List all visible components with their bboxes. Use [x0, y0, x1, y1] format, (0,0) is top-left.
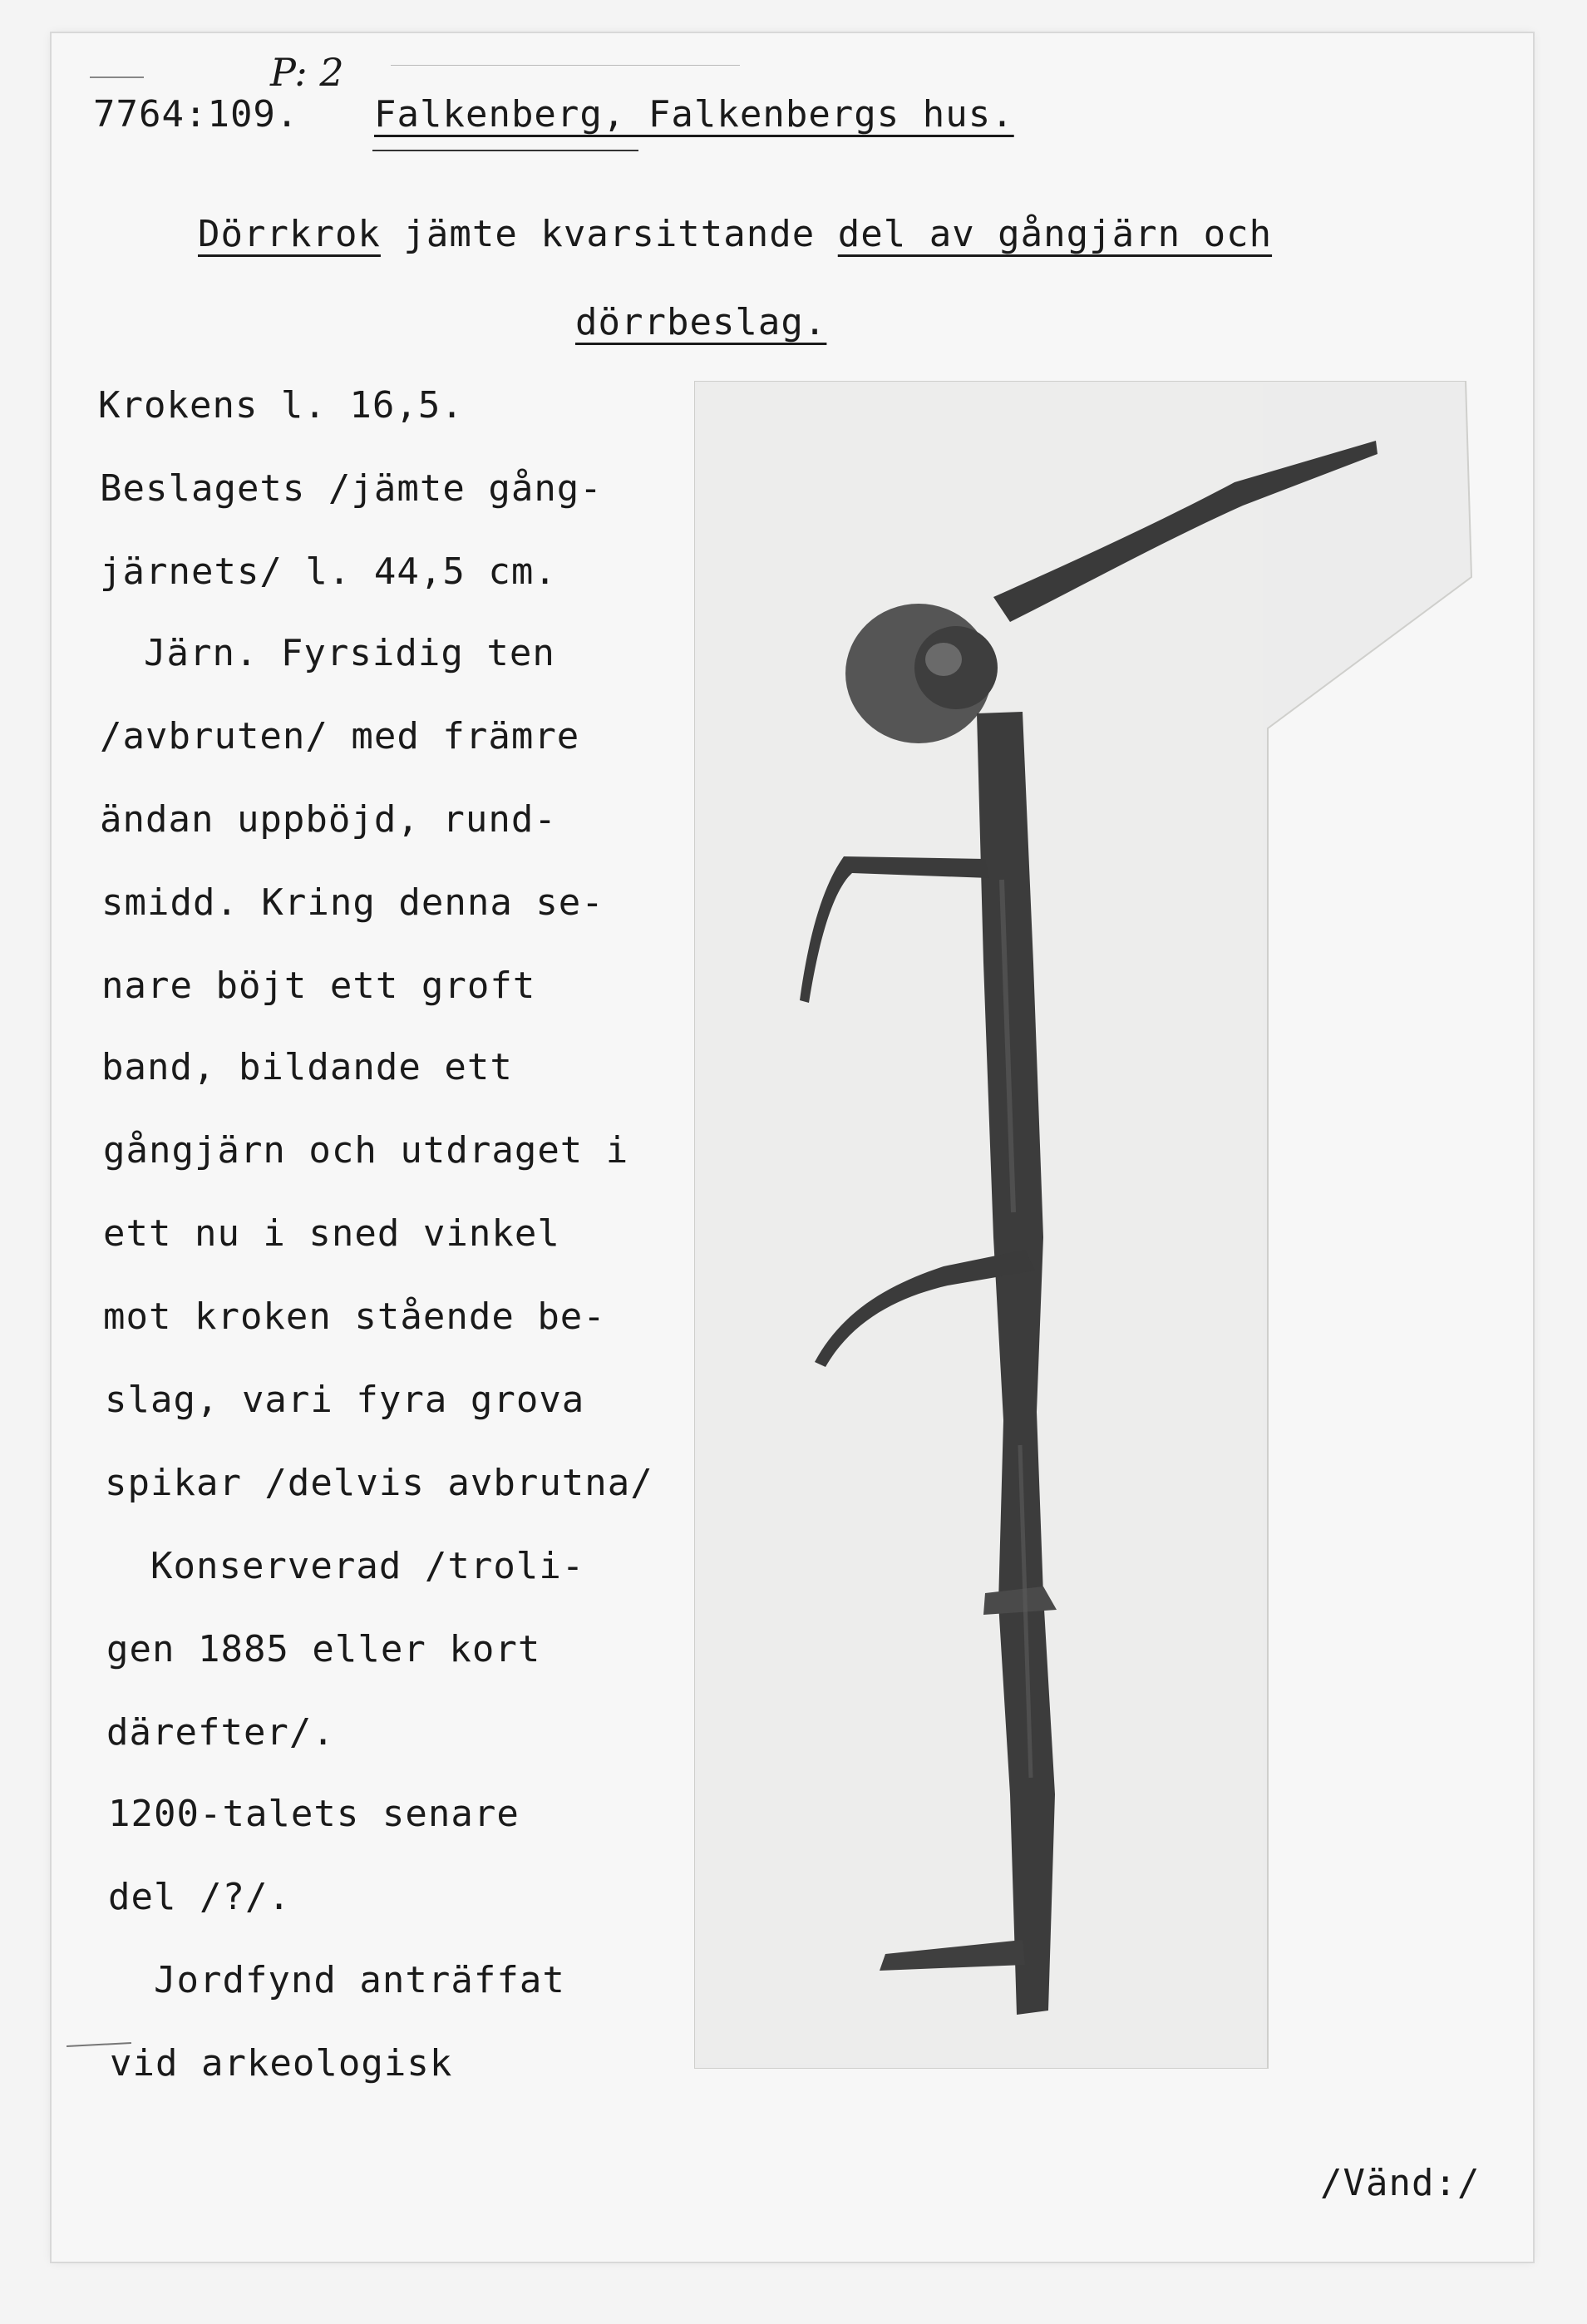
desc-line: smidd. Kring denna se-	[101, 881, 604, 924]
desc-line: 1200-talets senare	[108, 1793, 520, 1835]
turn-over-note: /Vänd:/	[1320, 2162, 1481, 2204]
desc-line: gångjärn och utdraget i	[103, 1129, 629, 1172]
desc-line: gen 1885 eller kort	[106, 1628, 541, 1670]
desc-line: därefter/.	[106, 1711, 335, 1754]
desc-line: ett nu i sned vinkel	[103, 1212, 560, 1255]
desc-line: Konserverad /troli-	[105, 1545, 585, 1587]
object-title-suffix: del av gångjärn och	[837, 213, 1273, 255]
desc-line: /avbruten/ med främre	[100, 715, 580, 757]
desc-line: Järn. Fyrsidig ten	[98, 632, 555, 674]
desc-line: vid arkeologisk	[110, 2042, 453, 2085]
object-title-line2: dörrbeslag.	[575, 301, 827, 343]
desc-line: Jordfynd anträffat	[108, 1959, 565, 2001]
header-rule-left	[90, 76, 144, 78]
location-title: Falkenberg, Falkenbergs hus.	[374, 93, 1014, 136]
desc-line: slag, vari fyra grova	[105, 1379, 585, 1421]
desc-line: del /?/.	[108, 1876, 291, 1918]
desc-line: spikar /delvis avbrutna/	[105, 1462, 653, 1504]
header-rule-right	[391, 65, 740, 66]
object-title-prefix: Dörrkrok	[198, 213, 381, 255]
desc-line: band, bildande ett	[101, 1046, 513, 1088]
desc-line: mot kroken stående be-	[103, 1295, 606, 1338]
desc-line: nare böjt ett groft	[101, 965, 536, 1007]
desc-line: Krokens l. 16,5.	[98, 384, 464, 427]
desc-line: Beslagets /jämte gång-	[100, 467, 603, 510]
desc-line: järnets/ l. 44,5 cm.	[100, 550, 557, 593]
object-title-middle: jämte kvarsittande	[403, 213, 816, 255]
catalog-number: 7764:109.	[93, 93, 299, 136]
object-photograph	[694, 381, 1476, 2069]
desc-line: ändan uppböjd, rund-	[100, 798, 557, 841]
handwritten-code: P: 2	[270, 50, 344, 95]
object-title	[198, 213, 1272, 255]
location-underline	[372, 150, 638, 151]
